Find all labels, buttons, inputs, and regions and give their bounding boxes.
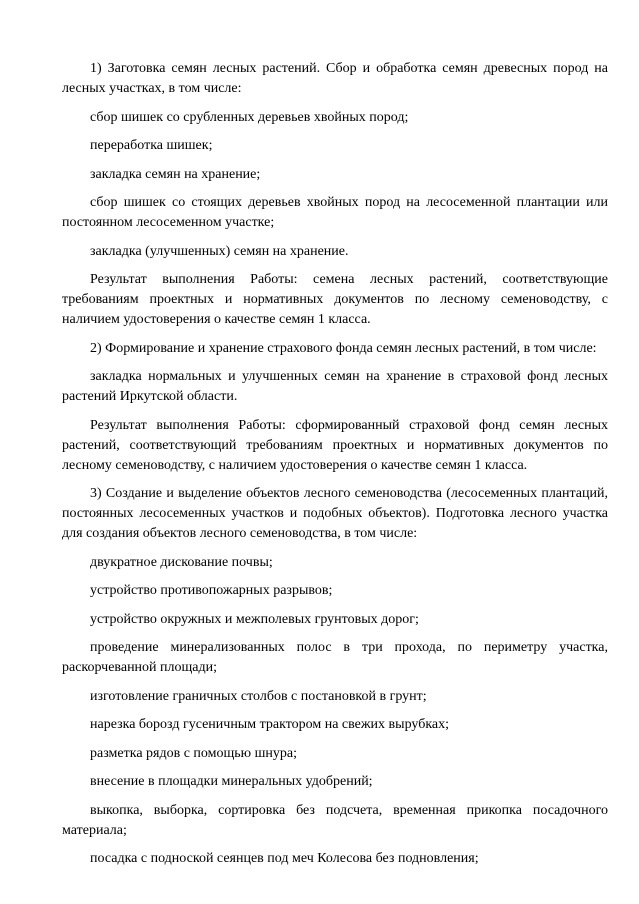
paragraph-seed-harvesting: 1) Заготовка семян лесных растений. Сбор и обработка семян древесных пород на лесных участках, в том числе: xyxy=(62,61,608,96)
list-item-improved-seed-storage: закладка (улучшенных) семян на хранение. xyxy=(90,243,349,259)
list-item-insurance-fund-storage: закладка нормальных и улучшенных семян на хранение в страховой фонд лесных растений Иркутской области. xyxy=(62,369,608,404)
list-item-row-marking: разметка рядов с помощью шнура; xyxy=(90,745,298,761)
document-body xyxy=(62,59,608,878)
paragraph-insurance-fund: 2) Формирование и хранение страхового фонда семян лесных растений, в том числе: xyxy=(90,340,597,356)
list-item-firebreaks: устройство противопожарных разрывов; xyxy=(90,583,333,598)
list-item-dirt-roads: устройство окружных и межполевых грунтовых дорог; xyxy=(90,611,419,627)
list-item-cone-collection-felled: сбор шишек со срубленных деревьев хвойных пород; xyxy=(90,109,409,125)
list-item-disking: двукратное дискование почвы; xyxy=(90,554,273,570)
list-item-cone-processing: переработка шишек; xyxy=(90,138,213,153)
paragraph-result-insurance-fund: Результат выполнения Работы: сформированный страховой фонд семян лесных растений, соответствующий требованиям проектных и нормативных документов по лесному семеноводству, с наличием удостоверения о качестве семян 1 класса. xyxy=(62,417,608,473)
list-item-furrows: нарезка борозд гусеничным трактором на свежих вырубках; xyxy=(90,717,450,732)
list-item-cone-collection-standing: сбор шишек со стоящих деревьев хвойных пород на лесосеменной плантации или постоянном лесосеменном участке; xyxy=(62,195,608,230)
list-item-fertilizing: внесение в площадки минеральных удобрений; xyxy=(90,774,373,789)
list-item-mineralized-strips: проведение минерализованных полос в три прохода, по периметру участка, раскорчеванной площади; xyxy=(62,640,608,675)
list-item-boundary-posts: изготовление граничных столбов с постановкой в грунт; xyxy=(90,688,427,704)
paragraph-result-seeds: Результат выполнения Работы: семена лесных растений, соответствующие требованиям проектных и нормативных документов по лесному семеноводству, с наличием удостоверения о качестве семян 1 класса. xyxy=(62,272,608,327)
paragraph-seed-objects-creation: 3) Создание и выделение объектов лесного семеноводства (лесосеменных плантаций, постоянных лесосеменных участков и подобных объектов). Подготовка лесного участка для создания объектов лесного семеноводства, в том числе: xyxy=(62,486,608,541)
list-item-seed-storage: закладка семян на хранение; xyxy=(90,166,261,182)
list-item-planting-kolesov: посадка с подноской сеянцев под меч Колесова без подновления; xyxy=(90,851,479,866)
list-item-planting-material: выкопка, выборка, сортировка без подсчета, временная прикопка посадочного материала; xyxy=(62,802,608,838)
